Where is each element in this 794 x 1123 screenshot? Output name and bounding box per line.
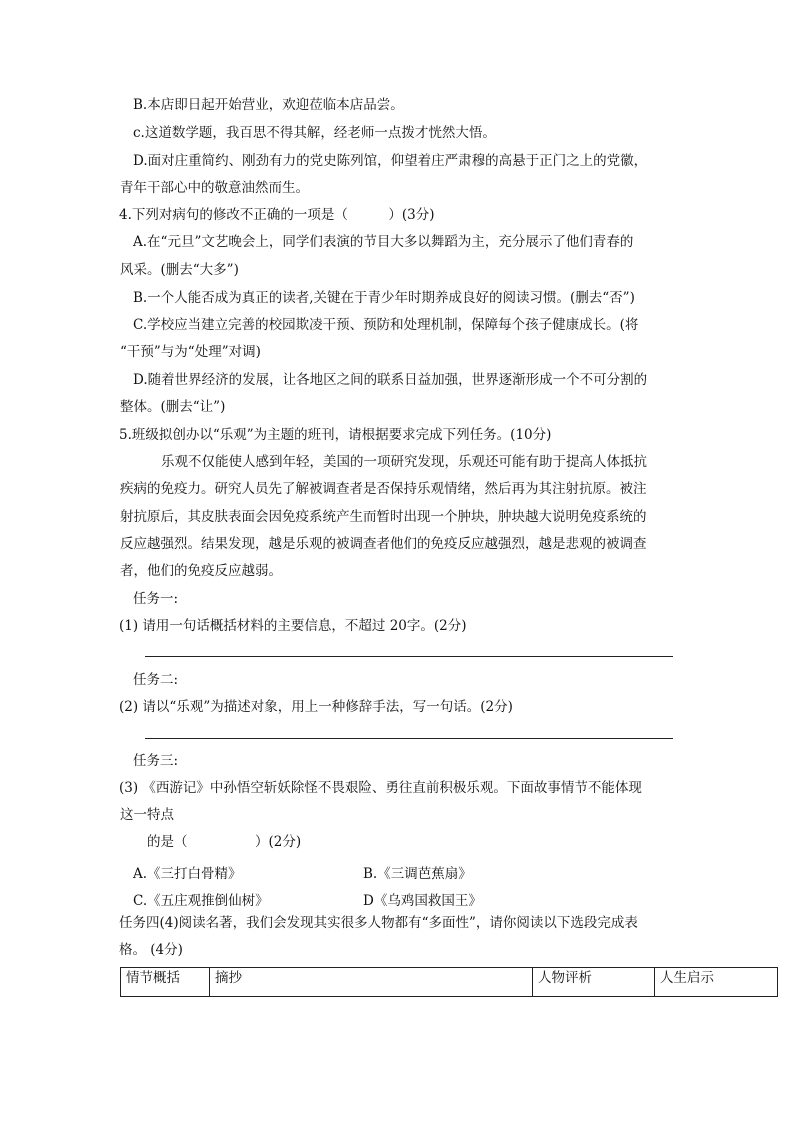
task3-options (133, 860, 482, 914)
task3-option-d: D《乌鸡国救国王》 (363, 892, 482, 909)
task4-question-line1: 任务四(4)阅读名著，我们会发现其实很多人物都有“多面性”，请你阅读以下选段完成表 (119, 915, 638, 931)
task2-answer-line[interactable] (145, 738, 673, 739)
q3-option-d-line1: D.面对庄重简约、刚劲有力的党史陈列馆，仰望着庄严肃穆的高悬于正门之上的党徽， (133, 153, 648, 169)
q4-option-a-line2: 风采。(删去“大多”) (120, 262, 239, 278)
q4-option-c-line2: “干预”与为“处理”对调) (120, 344, 261, 360)
table-header-cell: 人生启示 (655, 968, 778, 997)
table-header-row (121, 968, 778, 997)
task3-question-line2: 这一特点 (120, 807, 174, 823)
passage-line-2: 疾病的免疫力。研究人员先了解被调查者是否保持乐观情绪，然后再为其注射抗原。被注 (120, 481, 647, 497)
q3-option-c: c.这道数学题，我百思不得其解，经老师一点拨才恍然大悟。 (133, 125, 496, 141)
task3-option-c: C.《五庄观推倒仙树》 (133, 892, 269, 909)
q3-option-b: B.本店即日起开始营业，欢迎莅临本店品尝。 (133, 97, 404, 113)
passage-line-5: 者，他们的免疫反应越弱。 (120, 563, 282, 579)
q5-stem: 5.班级拟创办以“乐观”为主题的班刊，请根据要求完成下列任务。(10分) (119, 427, 552, 443)
task1-answer-line[interactable] (145, 656, 673, 657)
task1-question: (1) 请用一句话概括材料的主要信息，不超过 20字。(2分) (119, 618, 467, 634)
task3-option-b: B.《三调芭蕉扇》 (363, 865, 472, 882)
q4-option-b: B.一个人能否成为真正的读者,关键在于青少年时期养成良好的阅读习惯。(删去“否”) (133, 290, 635, 306)
table-header-cell: 摘抄 (210, 968, 533, 997)
q4-stem: 4.下列对病句的修改不正确的一项是（ ）(3分) (119, 207, 435, 223)
task3-question-line1: (3) 《西游记》中孙悟空斩妖除怪不畏艰险、勇往直前积极乐观。下面故事情节不能体现 (119, 780, 642, 796)
q3-option-d-line2: 青年干部心中的敬意油然而生。 (120, 180, 309, 196)
task1-label: 任务一: (133, 591, 179, 607)
passage-line-4: 反应越强烈。结果发现，越是乐观的被调查者他们的免疫反应越强烈，越是悲观的被调查 (120, 536, 647, 552)
task2-question: (2) 请以“乐观”为描述对象，用上一种修辞手法，写一句话。(2分) (119, 699, 513, 715)
task4-question-line2: 格。 (4分) (119, 942, 183, 958)
task3-question-line3: 的是（ ）(2分) (147, 834, 302, 850)
q4-option-d-line1: D.随着世界经济的发展，让各地区之间的联系日益加强，世界逐渐形成一个不可分割的 (133, 372, 648, 388)
task3-label: 任务三: (133, 753, 179, 769)
table-header-cell: 人物评析 (533, 968, 655, 997)
q4-option-c-line1: C.学校应当建立完善的校园欺凌干预、预防和处理机制，保障每个孩子健康成长。(将 (133, 317, 639, 333)
q4-option-d-line2: 整体。(删去“让”) (120, 399, 226, 415)
q4-option-a-line1: A.在“元旦”文艺晚会上，同学们表演的节目大多以舞蹈为主，充分展示了他们青春的 (133, 234, 634, 250)
task2-label: 任务二: (133, 672, 179, 688)
task3-option-a: A.《三打白骨精》 (133, 865, 242, 882)
task4-table (120, 967, 778, 997)
passage-line-3: 射抗原后，其皮肤表面会因免疫系统产生而暂时出现一个肿块，肿块越大说明免疫系统的 (120, 509, 647, 525)
passage-line-1: 乐观不仅能使人感到年轻，美国的一项研究发现，乐观还可能有助于提高人体抵抗 (161, 454, 647, 470)
table-header-cell: 情节概括 (121, 968, 210, 997)
